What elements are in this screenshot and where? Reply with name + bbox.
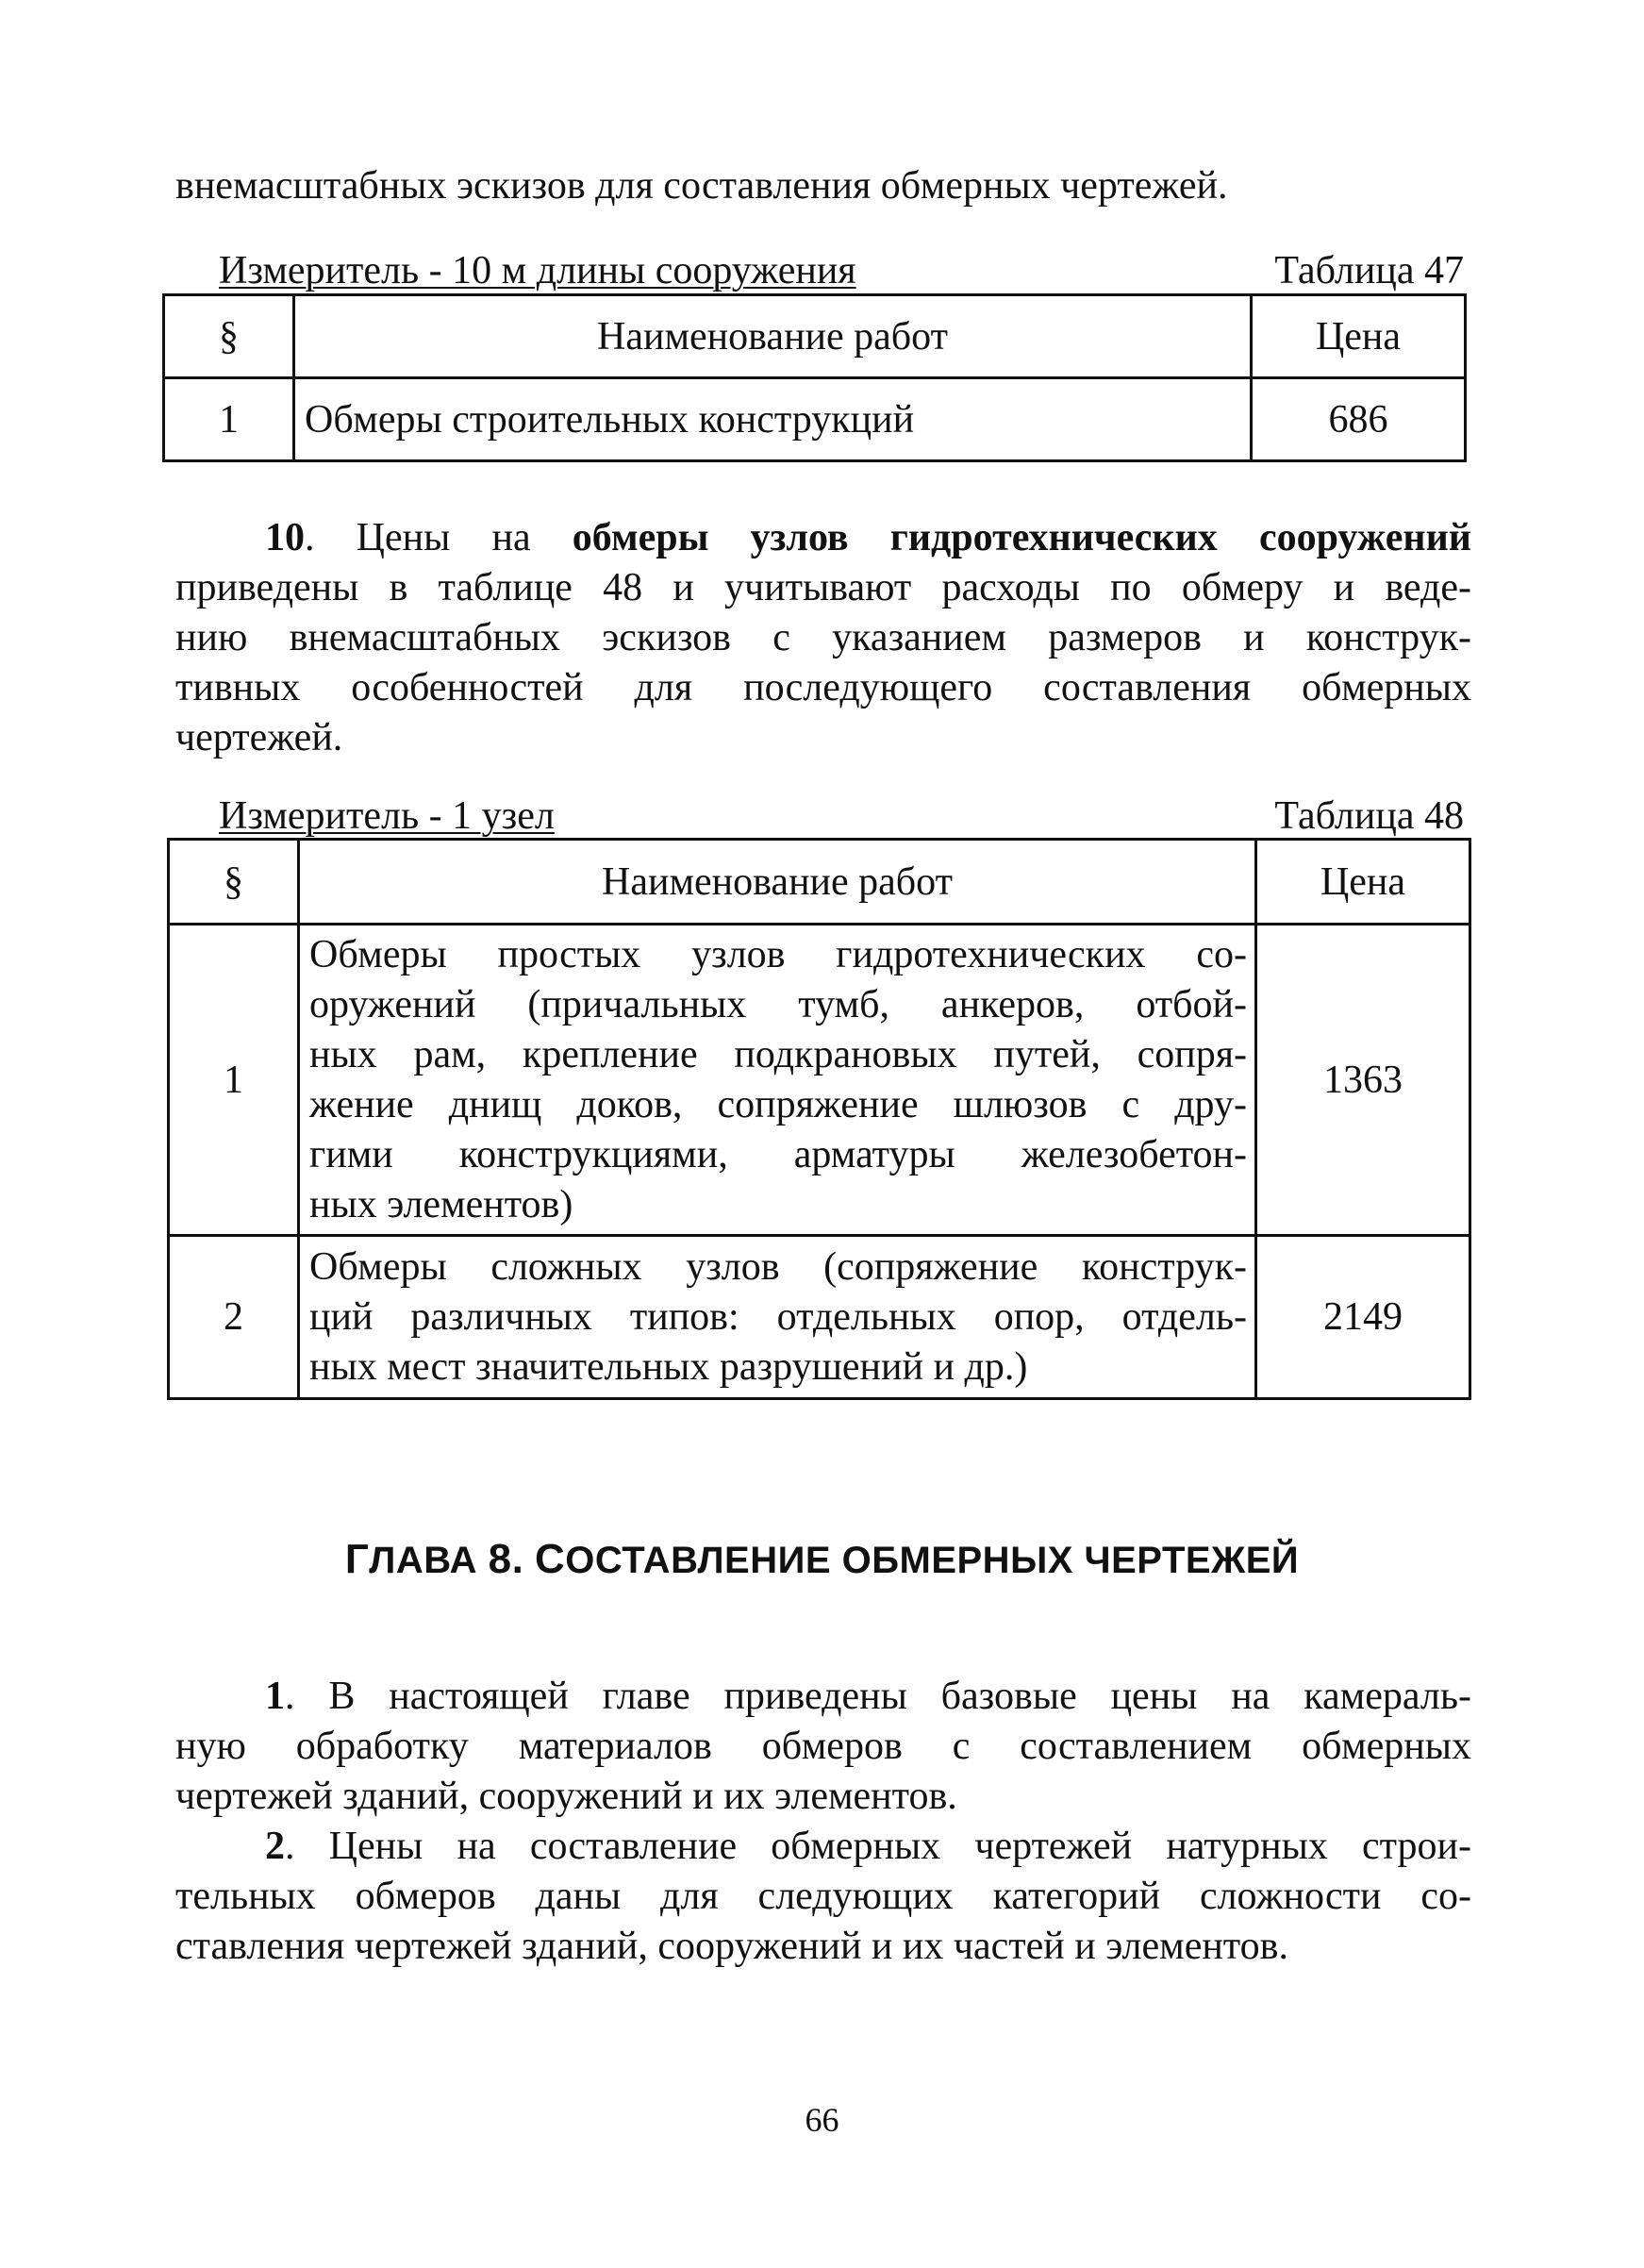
row-work-name-line: Обмеры сложных узлов (сопряжение конструк- <box>309 1244 1247 1289</box>
table48-caption <box>219 792 1464 840</box>
para10-line-4: тивных особенностей для последующего составления обмерных <box>175 666 1471 709</box>
table48-header-name: Наименование работ <box>299 840 1256 925</box>
para10-line-5: чертежей. <box>175 716 343 759</box>
chapter-heading <box>0 1536 1644 1584</box>
table47 <box>162 293 1467 462</box>
chapter-heading-word1: ЛАВА <box>369 1540 478 1581</box>
p2-line-3: ставления чертежей зданий, сооружений и их частей и элементов. <box>175 1925 1288 1968</box>
chapter-heading-cap1: Г <box>344 1536 370 1582</box>
row-work-name-line: жение днищ доков, сопряжение шлюзов с дру- <box>309 1082 1247 1126</box>
para10-lead: . Цены на <box>305 516 573 559</box>
p2-line-2: тельных обмеров даны для следующих категорий сложности со- <box>175 1875 1471 1918</box>
para10-bold-topic: обмеры узлов гидротехнических сооружений <box>572 516 1471 559</box>
p2-number: 2 <box>265 1825 285 1868</box>
table48 <box>167 838 1471 1400</box>
p1-line-1-text: . В настоящей главе приведены базовые цены на камераль- <box>285 1675 1471 1718</box>
table-row <box>164 378 1466 461</box>
intro-text: внемасштабных эскизов для составления обмерных чертежей. <box>175 164 1228 208</box>
para10-line-1 <box>175 514 1471 561</box>
row-price: 2149 <box>1256 1236 1470 1399</box>
row-number: 1 <box>164 378 294 461</box>
table48-header-section: § <box>169 840 299 925</box>
row-price: 1363 <box>1256 925 1470 1236</box>
chapter-heading-title: ОСТАВЛЕНИЕ ОБМЕРНЫХ ЧЕРТЕЖЕЙ <box>565 1540 1300 1581</box>
row-work-name <box>299 925 1256 1236</box>
table47-header-name: Наименование работ <box>294 295 1252 378</box>
chapter-heading-cap2: С <box>534 1536 566 1582</box>
p1-line-2: ную обработку материалов обмеров с составлением обмерных <box>175 1725 1471 1768</box>
table48-meter: Измеритель - 1 узел <box>219 794 555 838</box>
row-work-name <box>299 1236 1256 1399</box>
row-work-name: Обмеры строительных конструкций <box>294 378 1252 461</box>
para10-number: 10 <box>265 516 305 559</box>
p2-line-1-text: . Цены на составление обмерных чертежей натурных строи- <box>285 1825 1471 1868</box>
p1-line-1 <box>175 1673 1471 1720</box>
row-price: 686 <box>1252 378 1466 461</box>
page-number: 66 <box>805 2101 839 2139</box>
table-row <box>169 925 1470 1236</box>
para10-line-3: нию внемасштабных эскизов с указанием размеров и конструк- <box>175 616 1471 659</box>
table48-header-row <box>169 840 1470 925</box>
row-work-name-line: ных мест значительных разрушений и др.) <box>309 1344 1028 1389</box>
row-number: 2 <box>169 1236 299 1399</box>
row-work-name-line: Обмеры простых узлов гидротехнических со- <box>309 932 1247 976</box>
table47-header-row <box>164 295 1466 378</box>
row-work-name-line: ций различных типов: отдельных опор, отдель- <box>309 1294 1247 1339</box>
table47-caption <box>219 247 1464 294</box>
row-work-name-line: ных элементов) <box>309 1182 573 1226</box>
table48-number: Таблица 48 <box>1274 794 1464 838</box>
p2-line-1 <box>175 1823 1471 1870</box>
row-work-name-line: оружений (причальных тумб, анкеров, отбой- <box>309 982 1247 1026</box>
p1-line-3: чертежей зданий, сооружений и их элементов. <box>175 1775 957 1818</box>
table47-number: Таблица 47 <box>1274 249 1464 292</box>
chapter-heading-number: 8. <box>488 1536 524 1582</box>
row-number: 1 <box>169 925 299 1236</box>
table47-header-price: Цена <box>1252 295 1466 378</box>
p1-number: 1 <box>265 1675 285 1718</box>
para10-line-2: приведены в таблице 48 и учитывают расходы по обмеру и веде- <box>175 566 1471 609</box>
table-row <box>169 1236 1470 1399</box>
table47-header-section: § <box>164 295 294 378</box>
table48-header-price: Цена <box>1256 840 1470 925</box>
row-work-name-line: гими конструкциями, арматуры железобетон- <box>309 1132 1247 1176</box>
table47-meter: Измеритель - 10 м длины сооружения <box>219 249 856 292</box>
row-work-name-line: ных рам, крепление подкрановых путей, сопря- <box>309 1032 1247 1076</box>
